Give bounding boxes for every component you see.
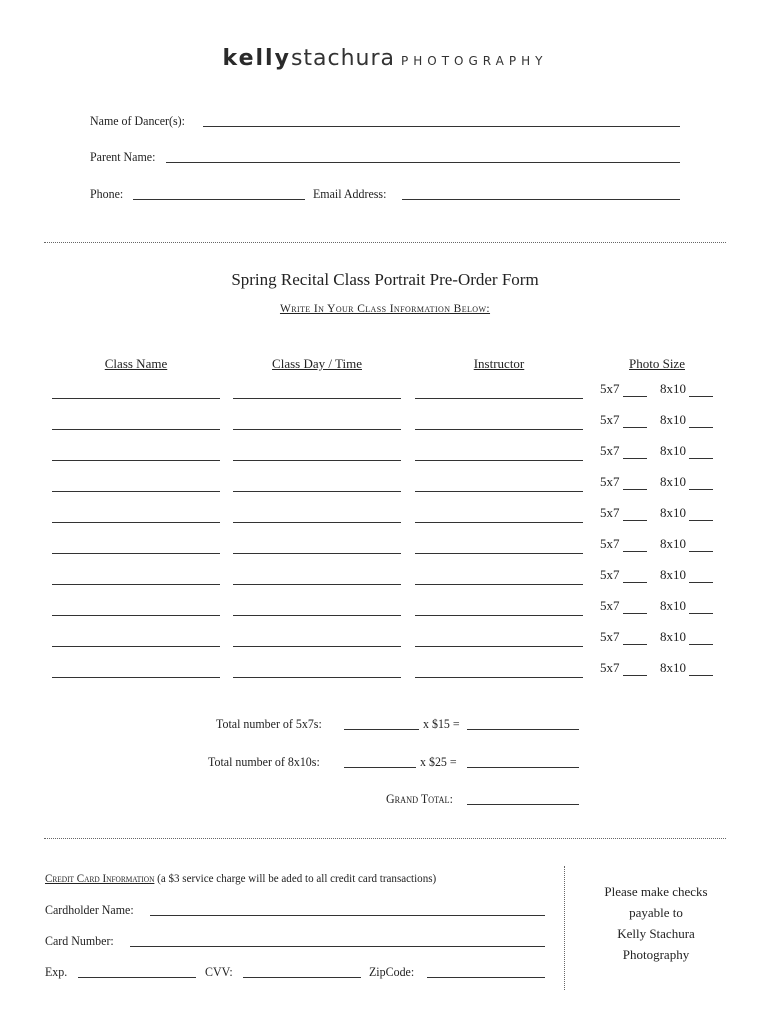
size-5x7-label: 5x7 (600, 567, 620, 582)
size-5x7-label: 5x7 (600, 536, 620, 551)
total-8x10-field[interactable] (344, 767, 416, 768)
class-day-time-field[interactable] (233, 677, 401, 678)
class-day-time-field[interactable] (233, 553, 401, 554)
size-8x10-label: 8x10 (660, 505, 686, 520)
size-5x7-label: 5x7 (600, 381, 620, 396)
size-5x7-qty-field[interactable] (623, 396, 647, 397)
total-5x7-field[interactable] (344, 729, 419, 730)
total-8x10-price: x $25 = (420, 754, 457, 769)
size-8x10-qty-field[interactable] (689, 675, 713, 676)
class-day-time-field[interactable] (233, 615, 401, 616)
size-8x10-label: 8x10 (660, 536, 686, 551)
size-5x7-qty-field[interactable] (623, 675, 647, 676)
vertical-divider (564, 866, 565, 990)
parent-name-field[interactable] (166, 162, 680, 163)
class-day-time-field[interactable] (233, 584, 401, 585)
size-5x7-qty-field[interactable] (623, 520, 647, 521)
size-5x7-qty-field[interactable] (623, 613, 647, 614)
dancer-name-label: Name of Dancer(s): (90, 113, 185, 128)
size-5x7-label: 5x7 (600, 598, 620, 613)
size-5x7-qty-field[interactable] (623, 458, 647, 459)
instructor-field[interactable] (415, 491, 583, 492)
size-5x7-qty-field[interactable] (623, 644, 647, 645)
zip-label: ZipCode: (369, 964, 415, 979)
size-8x10-qty-field[interactable] (689, 644, 713, 645)
size-8x10-label: 8x10 (660, 598, 686, 613)
size-8x10-label: 8x10 (660, 443, 686, 458)
size-8x10-label: 8x10 (660, 567, 686, 582)
size-5x7-qty-field[interactable] (623, 582, 647, 583)
size-5x7-label: 5x7 (600, 505, 620, 520)
size-5x7-qty-field[interactable] (623, 551, 647, 552)
form-subtitle: Write In Your Class Information Below: (279, 303, 491, 315)
card-number-field[interactable] (130, 946, 545, 947)
exp-field[interactable] (78, 977, 196, 978)
instructor-field[interactable] (415, 553, 583, 554)
phone-field[interactable] (133, 199, 305, 200)
checks-note-line: Photography (622, 947, 690, 962)
checks-note-line: payable to (629, 905, 683, 920)
instructor-field[interactable] (415, 615, 583, 616)
size-8x10-qty-field[interactable] (689, 582, 713, 583)
size-5x7-label: 5x7 (600, 412, 620, 427)
total-5x7-label: Total number of 5x7s: (216, 716, 322, 731)
class-day-time-field[interactable] (233, 398, 401, 399)
section-divider (44, 242, 726, 243)
class-name-field[interactable] (52, 398, 220, 399)
total-8x10-amount-field[interactable] (467, 767, 579, 768)
checks-note-line: Please make checks (604, 884, 708, 899)
class-name-field[interactable] (52, 491, 220, 492)
exp-label: Exp. (45, 964, 68, 979)
email-field[interactable] (402, 199, 680, 200)
column-header-photo-size: Photo Size (629, 356, 685, 371)
total-5x7-price: x $15 = (423, 716, 460, 731)
form-title: Spring Recital Class Portrait Pre-Order Form (231, 270, 539, 289)
size-5x7-label: 5x7 (600, 474, 620, 489)
class-day-time-field[interactable] (233, 491, 401, 492)
checks-note-line: Kelly Stachura (617, 926, 695, 941)
instructor-field[interactable] (415, 677, 583, 678)
class-name-field[interactable] (52, 677, 220, 678)
instructor-field[interactable] (415, 460, 583, 461)
phone-label: Phone: (90, 186, 124, 201)
size-5x7-qty-field[interactable] (623, 427, 647, 428)
payment-heading-note: (a $3 service charge will be aded to all credit card transactions) (157, 871, 437, 885)
size-8x10-label: 8x10 (660, 381, 686, 396)
dancer-name-field[interactable] (203, 126, 680, 127)
cardholder-field[interactable] (150, 915, 545, 916)
instructor-field[interactable] (415, 398, 583, 399)
cvv-field[interactable] (243, 977, 361, 978)
class-name-field[interactable] (52, 553, 220, 554)
brand-name-light: stachura (290, 46, 396, 71)
size-8x10-qty-field[interactable] (689, 427, 713, 428)
checks-note (586, 881, 726, 965)
cvv-label: CVV: (205, 964, 233, 979)
class-name-field[interactable] (52, 646, 220, 647)
instructor-field[interactable] (415, 646, 583, 647)
class-name-field[interactable] (52, 460, 220, 461)
size-5x7-label: 5x7 (600, 443, 620, 458)
grand-total-field[interactable] (467, 804, 579, 805)
size-5x7-label: 5x7 (600, 660, 620, 675)
size-8x10-qty-field[interactable] (689, 489, 713, 490)
size-8x10-label: 8x10 (660, 474, 686, 489)
size-8x10-label: 8x10 (660, 412, 686, 427)
column-header-instructor: Instructor (473, 356, 525, 371)
brand-logo (0, 46, 770, 71)
class-day-time-field[interactable] (233, 522, 401, 523)
zip-field[interactable] (427, 977, 545, 978)
instructor-field[interactable] (415, 429, 583, 430)
payment-heading-row (45, 871, 436, 886)
total-8x10-label: Total number of 8x10s: (208, 754, 320, 769)
size-8x10-qty-field[interactable] (689, 396, 713, 397)
total-5x7-amount-field[interactable] (467, 729, 579, 730)
size-8x10-label: 8x10 (660, 629, 686, 644)
size-8x10-label: 8x10 (660, 660, 686, 675)
class-name-field[interactable] (52, 522, 220, 523)
column-header-class-name: Class Name (104, 356, 168, 371)
size-5x7-label: 5x7 (600, 629, 620, 644)
class-name-field[interactable] (52, 615, 220, 616)
class-day-time-field[interactable] (233, 429, 401, 430)
card-number-label: Card Number: (45, 933, 114, 948)
size-8x10-qty-field[interactable] (689, 551, 713, 552)
brand-name-bold: kelly (222, 46, 291, 71)
class-name-field[interactable] (52, 584, 220, 585)
instructor-field[interactable] (415, 584, 583, 585)
size-8x10-qty-field[interactable] (689, 458, 713, 459)
size-8x10-qty-field[interactable] (689, 520, 713, 521)
class-day-time-field[interactable] (233, 460, 401, 461)
cardholder-label: Cardholder Name: (45, 902, 134, 917)
email-label: Email Address: (313, 186, 387, 201)
brand-tagline: PHOTOGRAPHY (401, 54, 548, 68)
grand-total-label: Grand Total: (386, 791, 453, 806)
section-divider-2 (44, 838, 726, 839)
class-day-time-field[interactable] (233, 646, 401, 647)
size-5x7-qty-field[interactable] (623, 489, 647, 490)
class-name-field[interactable] (52, 429, 220, 430)
column-header-class-day-time: Class Day / Time (272, 356, 362, 371)
size-8x10-qty-field[interactable] (689, 613, 713, 614)
payment-heading: Credit Card Information (45, 871, 155, 885)
parent-name-label: Parent Name: (90, 149, 156, 164)
instructor-field[interactable] (415, 522, 583, 523)
